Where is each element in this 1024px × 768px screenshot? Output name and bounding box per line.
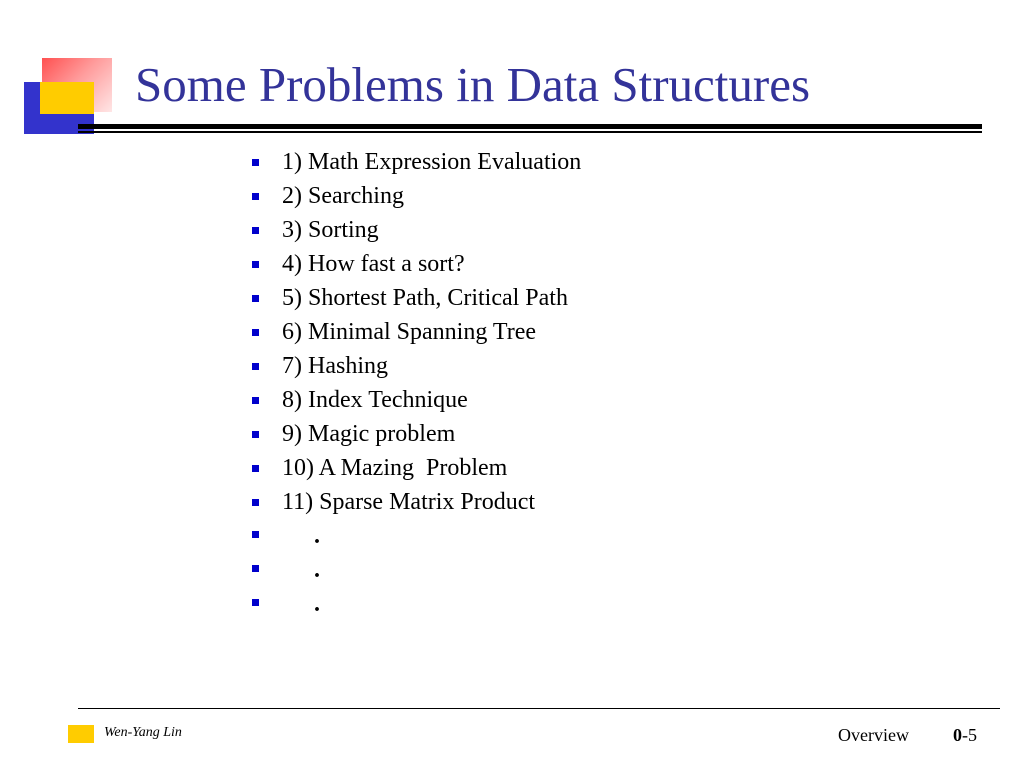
footer-page-number bbox=[953, 725, 977, 746]
bullet-item bbox=[250, 349, 581, 383]
title-rule-thin bbox=[78, 131, 982, 133]
bullet-text: . bbox=[314, 591, 320, 617]
footer-author: Wen-Yang Lin bbox=[104, 725, 182, 740]
bullet-text: 1) Math Expression Evaluation bbox=[282, 149, 582, 175]
bullet-text: . bbox=[314, 523, 320, 549]
bullet-list bbox=[250, 145, 581, 621]
square-bullet-icon bbox=[252, 261, 259, 268]
footer-separator: - bbox=[962, 725, 968, 745]
bullet-item-ellipsis bbox=[250, 587, 581, 621]
bullet-item bbox=[250, 145, 581, 179]
bullet-text: . bbox=[314, 557, 320, 583]
bullet-text: 4) How fast a sort? bbox=[282, 251, 465, 277]
square-bullet-icon bbox=[252, 431, 259, 438]
bullet-text: 3) Sorting bbox=[282, 217, 379, 243]
square-bullet-icon bbox=[252, 363, 259, 370]
bullet-item bbox=[250, 417, 581, 451]
bullet-item bbox=[250, 213, 581, 247]
square-bullet-icon bbox=[252, 159, 259, 166]
square-bullet-icon bbox=[252, 599, 259, 606]
slide-title: Some Problems in Data Structures bbox=[135, 57, 811, 112]
bullet-text: 6) Minimal Spanning Tree bbox=[282, 319, 537, 345]
bullet-item bbox=[250, 179, 581, 213]
bullet-text: 8) Index Technique bbox=[282, 387, 468, 413]
bullet-text: 9) Magic problem bbox=[282, 421, 456, 447]
bullet-item bbox=[250, 315, 581, 349]
square-bullet-icon bbox=[252, 565, 259, 572]
footer-section: Overview bbox=[838, 725, 909, 745]
bullet-text: 5) Shortest Path, Critical Path bbox=[282, 285, 568, 311]
square-bullet-icon bbox=[252, 531, 259, 538]
footer-chapter: 0 bbox=[953, 725, 962, 745]
bullet-text: 2) Searching bbox=[282, 183, 404, 209]
bullet-item bbox=[250, 485, 581, 519]
square-bullet-icon bbox=[252, 227, 259, 234]
bullet-item bbox=[250, 281, 581, 315]
bullet-item bbox=[250, 383, 581, 417]
bullet-item-ellipsis bbox=[250, 553, 581, 587]
footer-page: 5 bbox=[968, 725, 977, 745]
bullet-text: 7) Hashing bbox=[282, 353, 388, 379]
title-rule-thick bbox=[78, 124, 982, 129]
square-bullet-icon bbox=[252, 499, 259, 506]
bullet-text: 10) A Mazing Problem bbox=[282, 455, 508, 481]
bullet-item-ellipsis bbox=[250, 519, 581, 553]
square-bullet-icon bbox=[252, 193, 259, 200]
footer-logo-swatch bbox=[68, 725, 94, 743]
square-bullet-icon bbox=[252, 295, 259, 302]
bullet-text: 11) Sparse Matrix Product bbox=[282, 489, 536, 515]
logo-yellow-square bbox=[40, 82, 94, 114]
slide-logo bbox=[0, 0, 120, 140]
square-bullet-icon bbox=[252, 465, 259, 472]
bullet-item bbox=[250, 247, 581, 281]
square-bullet-icon bbox=[252, 329, 259, 336]
square-bullet-icon bbox=[252, 397, 259, 404]
footer-rule bbox=[78, 708, 1000, 709]
bullet-item bbox=[250, 451, 581, 485]
